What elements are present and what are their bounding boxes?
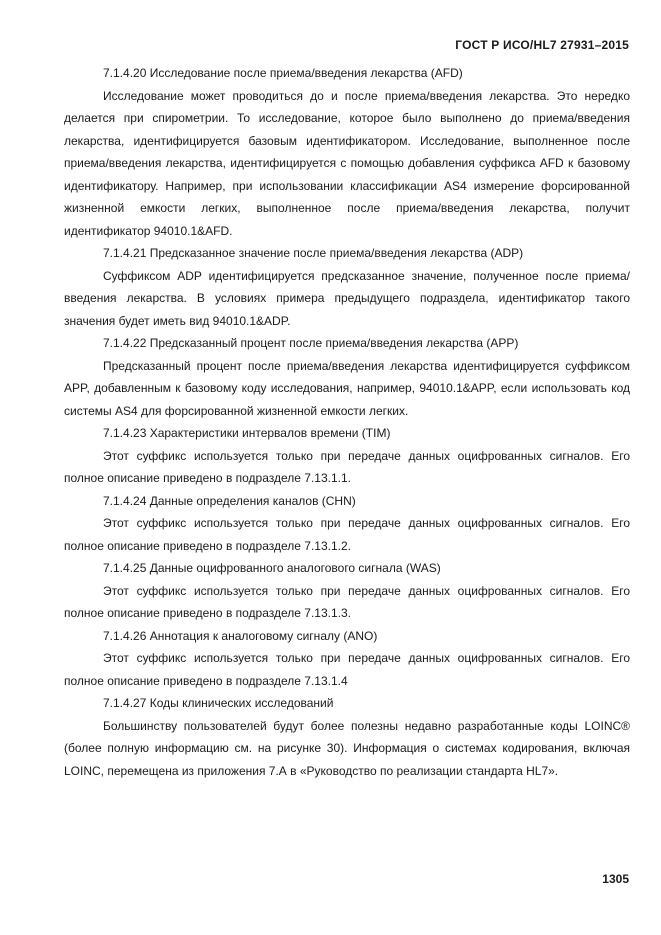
- section-heading-7-1-4-20: 7.1.4.20 Исследование после приема/введения лекарства (AFD): [103, 66, 463, 80]
- section-text-7-1-4-23: Этот суффикс используется только при передаче данных оцифрованных сигналов. Его полное описание приведено в подразделе 7.13.1.1.: [64, 448, 630, 485]
- section-text-7-1-4-24: Этот суффикс используется только при передаче данных оцифрованных сигналов. Его полное описание приведено в подразделе 7.13.1.2.: [64, 516, 630, 553]
- section-heading-7-1-4-22: 7.1.4.22 Предсказанный процент после приема/введения лекарства (APP): [103, 336, 519, 350]
- document-header: ГОСТ Р ИСО/HL7 27931–2015: [455, 38, 629, 52]
- document-body: [64, 62, 630, 782]
- section-heading-7-1-4-21: 7.1.4.21 Предсказанное значение после приема/введения лекарства (ADP): [103, 246, 524, 260]
- section-text-7-1-4-22: Предсказанный процент после приема/введения лекарства идентифицируется суффиксом APP, добавленным к базовому коду исследования, например, 94010.1&APP, если использовать код системы AS4 для форсированной жизненной емкости легких.: [64, 358, 630, 418]
- section-text-7-1-4-26: Этот суффикс используется только при передаче данных оцифрованных сигналов. Его полное описание приведено в подразделе 7.13.1.4: [64, 651, 630, 688]
- section-heading-7-1-4-26: 7.1.4.26 Аннотация к аналоговому сигналу (ANO): [103, 628, 378, 643]
- section-heading-7-1-4-27: 7.1.4.27 Коды клинических исследований: [103, 696, 334, 710]
- section-text-7-1-4-25: Этот суффикс используется только при передаче данных оцифрованных сигналов. Его полное описание приведено в подразделе 7.13.1.3.: [64, 583, 630, 620]
- section-heading-7-1-4-24: 7.1.4.24 Данные определения каналов (CHN): [103, 493, 356, 508]
- section-heading-7-1-4-25: 7.1.4.25 Данные оцифрованного аналогового сигнала (WAS): [103, 561, 441, 575]
- page-number: 1305: [602, 872, 629, 886]
- section-text-7-1-4-20: Исследование может проводиться до и после приема/введения лекарства. Это нередко делается при спирометрии. То исследование, которое было выполнено до приема/введения лекарства, идентифицируется базовым идентификатором. Исследование, выполненное после приема/введения лекарства, идентифицируется с помощью добавления суффикса AFD к базовому идентификатору. Например, при использовании классификации AS4 измерение форсированной жизненной емкости легких, выполненное после приема/введения лекарства, получит идентификатор 94010.1&AFD.: [64, 88, 630, 238]
- section-text-7-1-4-21: Суффиксом ADP идентифицируется предсказанное значение, полученное после приема/введения лекарства. В условиях примера предыдущего подраздела, идентификатор такого значения будет иметь вид 94010.1&ADP.: [64, 268, 630, 328]
- section-heading-7-1-4-23: 7.1.4.23 Характеристики интервалов времени (TIM): [103, 426, 391, 440]
- section-text-7-1-4-27: Большинству пользователей будут более полезны недавно разработанные коды LOINC® (более полную информацию см. на рисунке 30). Информация о системах кодирования, включая LOINC, перемещена из приложения 7.А в «Руководство по реализации стандарта HL7».: [64, 718, 630, 778]
